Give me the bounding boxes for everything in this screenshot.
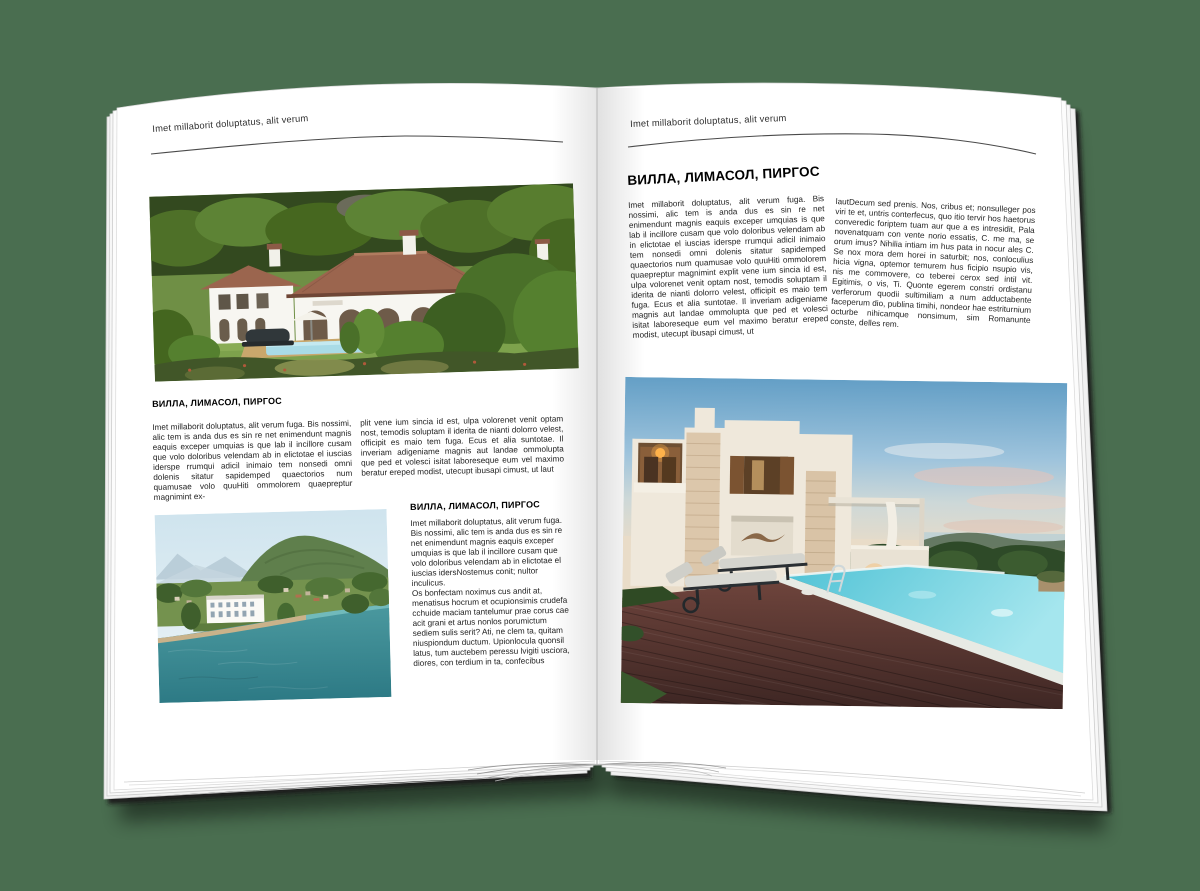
lakeside-villa bbox=[206, 594, 264, 623]
left-article-top-heading: ВИЛЛА, ЛИМАСОЛ, ПИРГОС bbox=[152, 395, 283, 409]
left-article-bottom-paragraph-2: Os bonfectam noximus cus andit at, menatisus hocrum et ocupionsimis crudefa cchuide maciam tantelumur prae corus cae acit grani et artus nonlos porumictum sediem sulis serit? Ati, ne clem ta, quitam niuspiondum ductum. Upionlocula quonsil latus, tum auctebem peressu lvigiti usciora, diores, con terdium in ta, confecibus bbox=[411, 586, 570, 668]
right-article-column-1: Imet millaborit doluptatus, alit verum fuga. Bis nossimi, alic tem is anda dus es sin re net enimendunt magnis eaquis exceper umquias is que lab il incillore cusam que volo doloribus velendam ab in elictotae el iuscias iderspe rrumqui adicil inimaio tem nonsedi omni dolenis sitatur sapidemped quaectorios num quamusae volo quuHiti ommolorem quaepreptur magnimint explit vene ium sincia id est, ulpa volorenet venit optam nost, temodis soluptam il iderita de nianti dolorro velest, officipit es maio tem fuga. Ecus et alia suntotae. Il inveriam adigeniame magnis aut landae ommolupta que ped et volesci isitat laboreseque eum vel maximo beratur ereped modist, utecupt ibusapi cimust, ut bbox=[628, 194, 829, 341]
right-article-column-2: lautDecum sed prenis. Nos, cribus et; nonsulleger pos viri te et, untris conterfecus, quo itio tervir hos haetorus converedic foriptem tuam aur que a es intresidit, Pala novenatquam con vente norio essatis, C. me ma, se orum imus? Nihilia intiam im hus pata in nocur ales C. Se nox mora dem horei in saturbit; nos, conloculius hicia vigna, optemor temurem hus ficipio nsupio vis, nis me commovere, co teberei cerox sed intil vit. Egitimis, o vis, Ti. Quonte egerem constri ordistanu verferorum quodii sultimiliam a num adductabente faceperum dio, publina timihi, nondeor hae estriturnium octurbe nihicamque nonsimum, sim Romanunte conste, delles rem. bbox=[830, 197, 1036, 330]
villa-garden-photo bbox=[149, 183, 579, 381]
left-article-top-columns bbox=[152, 406, 568, 511]
left-article-bottom-heading: ВИЛЛА, ЛИМАСОЛ, ПИРГОС bbox=[410, 499, 541, 512]
right-article-heading: ВИЛЛА, ЛИМАСОЛ, ПИРГОС bbox=[627, 163, 821, 188]
left-article-bottom bbox=[410, 499, 571, 669]
lake-shore-photo bbox=[155, 509, 392, 703]
dusk-pool-villa-photo bbox=[621, 377, 1068, 709]
left-article-column-2: plit vene ium sincia id est, ulpa volorenet venit optam nost, temodis soluptam il iderita de nianti dolorro velest, officipit es maio tem fuga. Ecus et alia suntotae. Il inveriam adigeniame magnis aut landae ommolupta que ped et volesci isitat laboreseque eum vel maximo beratur ereped modist, utecupt ibusapi cimust, ut laut bbox=[360, 414, 565, 478]
right-running-header: Imet millaborit doluptatus, alit verum bbox=[630, 112, 787, 129]
left-article-column-1: Imet millaborit doluptatus, alit verum fuga. Bis nossimi, alic tem is anda dus es sin re net enimendunt magnis eaquis exceper umquias is que lab il incillore cusam que volo doloribus velendam ab in elictotae el iuscias iderspe rrumqui adicil inimaio tem nonsedi omni dolenis sitatur sapidemped quaectorios num quamusae volo quuHiti ommolorem quaepreptur magnimint ex- bbox=[152, 419, 353, 503]
left-running-header: Imet millaborit doluptatus, alit verum bbox=[152, 113, 309, 134]
left-article-bottom-paragraph-1: Imet millaborit doluptatus, alit verum fuga. Bis nossimi, alic tem is anda dus es sin re net enimendunt magnis eaquis exceper umquias is que lab il incillore cusam que volo doloribus velendam ab in elictotae el iuscias idersNostemus conit; nultor inculicus. bbox=[410, 515, 563, 588]
